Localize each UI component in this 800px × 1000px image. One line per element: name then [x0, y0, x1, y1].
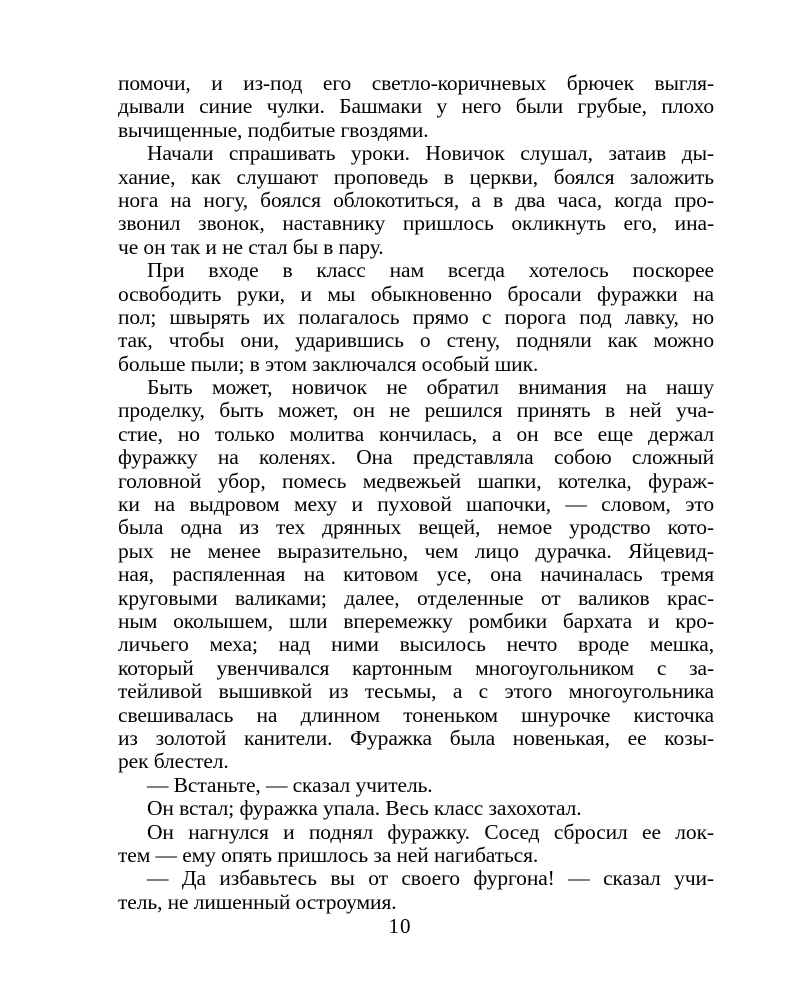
text-line-34: тем — ему опять пришлось за ней нагибаться.: [118, 842, 539, 867]
text-line-32: Он встал; фуражка упала. Весь класс захохотал.: [147, 796, 582, 821]
text-line-6: нога на ногу, боялся облокотиться, а в два часа, когда про-: [118, 187, 714, 212]
text-line-16: стие, но только молитва кончилась, а он все еще держал: [118, 421, 714, 446]
text-line-14: Быть может, новичок не обратил внимания на нашу: [147, 375, 714, 400]
text-line-35: — Да избавьтесь вы от своего фургона! — сказал учи-: [147, 866, 714, 891]
text-line-13: больше пыли; в этом заключался особый шик.: [118, 351, 539, 376]
book-page-text: [118, 72, 714, 914]
text-line-31: — Встаньте, — сказал учитель.: [147, 772, 433, 797]
text-line-24: ным околышем, шли вперемежку ромбики бархата и кро-: [118, 608, 714, 633]
text-line-20: была одна из тех дрянных вещей, немое уродство кото-: [118, 515, 714, 540]
text-line-22: ная, распяленная на китовом усе, она начиналась тремя: [118, 562, 714, 587]
text-line-5: хание, как слушают проповедь в церкви, боялся заложить: [118, 164, 714, 189]
text-line-25: личьего меха; над ними высилось нечто вроде мешка,: [118, 632, 714, 657]
text-line-29: из золотой канители. Фуражка была новенькая, ее козы-: [118, 725, 714, 750]
text-line-17: фуражку на коленях. Она представляла собою сложный: [118, 445, 714, 470]
text-line-21: рых не менее выразительно, чем лицо дурачка. Яйцевид-: [118, 538, 714, 563]
text-line-2: дывали синие чулки. Башмаки у него были грубые, плохо: [118, 94, 714, 119]
text-line-30: рек блестел.: [118, 749, 229, 774]
text-line-19: ки на выдровом меху и пуховой шапочки, — словом, это: [118, 492, 714, 517]
text-line-27: тейливой вышивкой из тесьмы, а с этого многоугольника: [118, 679, 714, 704]
page-number: 10: [388, 914, 412, 938]
text-line-26: который увенчивался картонным многоугольником с за-: [118, 655, 714, 680]
text-line-11: пол; швырять их полагалось прямо с порога под лавку, но: [118, 304, 714, 329]
text-line-12: так, чтобы они, ударившись о стену, подняли как можно: [118, 328, 714, 353]
text-line-15: проделку, быть может, он не решился принять в ней уча-: [118, 398, 714, 423]
text-line-28: свешивалась на длинном тоненьком шнурочке кисточка: [118, 702, 714, 727]
text-line-33: Он нагнулся и поднял фуражку. Сосед сбросил ее лок-: [147, 819, 714, 844]
text-line-8: че он так и не стал бы в пару.: [118, 234, 384, 259]
text-line-7: звонил звонок, наставнику пришлось окликнуть его, ина-: [118, 211, 714, 236]
text-line-36: тель, не лишенный остроумия.: [118, 889, 397, 914]
text-line-23: круговыми валиками; далее, отделенные от валиков крас-: [118, 585, 714, 610]
text-line-18: головной убор, помесь медвежьей шапки, котелка, фураж-: [118, 468, 714, 493]
text-line-4: Начали спрашивать уроки. Новичок слушал, затаив ды-: [147, 141, 714, 166]
text-line-9: При входе в класс нам всегда хотелось поскорее: [147, 258, 714, 283]
text-line-1: помочи, и из-под его светло-коричневых брючек выгля-: [118, 71, 714, 95]
text-line-3: вычищенные, подбитые гвоздями.: [118, 117, 429, 142]
text-line-10: освободить руки, и мы обыкновенно бросали фуражки на: [118, 281, 714, 306]
